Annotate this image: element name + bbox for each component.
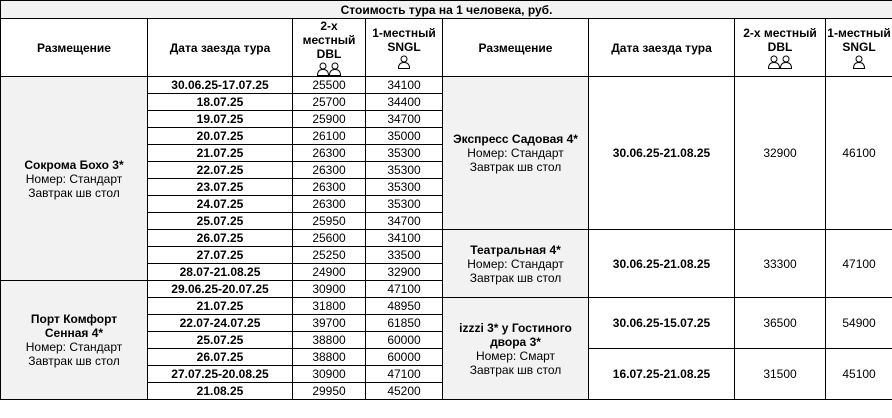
- hotel-meal: Завтрак шв стол: [469, 160, 562, 174]
- hotel-meal: Завтрак шв стол: [28, 354, 120, 368]
- date-cell: 30.06.25-21.08.25: [589, 230, 735, 298]
- sngl-price: 33500: [366, 247, 443, 264]
- sngl-price: 61850: [366, 315, 443, 332]
- hotel-cell-teatralnaya: [443, 230, 589, 298]
- table-row: [1, 77, 892, 94]
- sngl-price: 47100: [366, 281, 443, 298]
- dbl-price: 31800: [293, 298, 366, 315]
- sngl-price: 34400: [366, 94, 443, 111]
- date-cell: 16.07.25-21.08.25: [589, 349, 735, 400]
- sngl-price: 46100: [826, 77, 892, 230]
- dbl-price: 26300: [293, 196, 366, 213]
- sngl-price: 47100: [826, 230, 892, 298]
- dbl-price: 26300: [293, 162, 366, 179]
- sngl-price: 34700: [366, 111, 443, 128]
- date-cell: 22.07-24.07.25: [148, 315, 293, 332]
- header-placement: Размещение: [1, 19, 148, 77]
- sngl-price: 45100: [826, 349, 892, 400]
- sngl-price: 34100: [366, 230, 443, 247]
- dbl-price: 32900: [735, 77, 826, 230]
- dbl-price: 25600: [293, 230, 366, 247]
- header-sngl-line2: SNGL: [842, 40, 876, 54]
- header-sngl-line2: SNGL: [387, 40, 421, 54]
- header-dbl-line2: DBL: [316, 47, 342, 61]
- header-date: Дата заезда тура: [148, 19, 293, 77]
- header-dbl-line1: 2-х местный: [743, 26, 817, 40]
- sngl-price: 35300: [366, 179, 443, 196]
- dbl-price: 25500: [293, 77, 366, 94]
- sngl-price: 34100: [366, 77, 443, 94]
- date-cell: 25.07.25: [148, 213, 293, 230]
- person-icon: [826, 55, 892, 69]
- date-cell: 27.07.25: [148, 247, 293, 264]
- hotel-meal: Завтрак шв стол: [469, 362, 562, 377]
- dbl-price: 29950: [293, 383, 366, 400]
- sngl-price: 47100: [366, 366, 443, 383]
- date-cell: 23.07.25: [148, 179, 293, 196]
- hotel-room: Номер: Стандарт: [25, 171, 123, 186]
- date-cell: 24.07.25: [148, 196, 293, 213]
- hotel-name-line1: Порт Комфорт: [30, 312, 118, 326]
- header-sngl-line1: 1-местный: [827, 26, 891, 40]
- sngl-price: 60000: [366, 332, 443, 349]
- dbl-price: 25700: [293, 94, 366, 111]
- hotel-name: Театральная 4*: [470, 242, 561, 257]
- two-people-icon: [293, 62, 365, 76]
- date-cell: 19.07.25: [148, 111, 293, 128]
- hotel-meal: Завтрак шв стол: [469, 270, 562, 285]
- hotel-room: Номер: Смарт: [475, 348, 556, 363]
- header-dbl: [293, 19, 366, 77]
- hotel-cell-express: [443, 77, 589, 230]
- header-dbl-line1: 2-х местный: [302, 19, 356, 47]
- sngl-price: 54900: [826, 298, 892, 349]
- sngl-price: 60000: [366, 349, 443, 366]
- dbl-price: 30900: [293, 281, 366, 298]
- header-sngl: [366, 19, 443, 77]
- header-dbl-right: [735, 19, 826, 77]
- date-cell: 18.07.25: [148, 94, 293, 111]
- sngl-price: 45200: [366, 383, 443, 400]
- date-cell: 20.07.25: [148, 128, 293, 145]
- dbl-price: 24900: [293, 264, 366, 281]
- hotel-name: Сокрома Бохо 3*: [24, 157, 124, 172]
- sngl-price: 35300: [366, 145, 443, 162]
- date-cell: 21.07.25: [148, 298, 293, 315]
- sngl-price: 34700: [366, 213, 443, 230]
- hotel-name-line2: двора 3*: [490, 334, 541, 349]
- dbl-price: 39700: [293, 315, 366, 332]
- header-sngl-right: [826, 19, 892, 77]
- hotel-cell-port-comfort: [1, 281, 148, 400]
- dbl-price: 36500: [735, 298, 826, 349]
- hotel-cell-izzzi: [443, 298, 589, 400]
- date-cell: 21.08.25: [148, 383, 293, 400]
- sngl-price: 35300: [366, 196, 443, 213]
- hotel-room: Номер: Стандарт: [467, 146, 564, 160]
- date-cell: 27.07.25-20.08.25: [148, 366, 293, 383]
- header-sngl-line1: 1-местный: [372, 26, 436, 40]
- two-people-icon: [735, 55, 825, 69]
- date-cell: 26.07.25: [148, 349, 293, 366]
- hotel-cell-sokroma: [1, 77, 148, 281]
- dbl-price: 26100: [293, 128, 366, 145]
- date-cell: 30.06.25-15.07.25: [589, 298, 735, 349]
- hotel-name: Экспресс Садовая 4*: [453, 132, 578, 146]
- dbl-price: 30900: [293, 366, 366, 383]
- hotel-name-line1: izzzi 3* у Гостиного: [459, 320, 572, 335]
- dbl-price: 25900: [293, 111, 366, 128]
- header-date-right: Дата заезда тура: [589, 19, 735, 77]
- dbl-price: 25950: [293, 213, 366, 230]
- hotel-room: Номер: Стандарт: [467, 256, 564, 271]
- dbl-price: 33300: [735, 230, 826, 298]
- sngl-price: 35300: [366, 162, 443, 179]
- date-cell: 30.06.25-17.07.25: [148, 77, 293, 94]
- date-cell: 29.06.25-20.07.25: [148, 281, 293, 298]
- sngl-price: 48950: [366, 298, 443, 315]
- dbl-price: 26300: [293, 179, 366, 196]
- table-title: Стоимость тура на 1 человека, руб.: [1, 1, 892, 19]
- hotel-name-line2: Сенная 4*: [44, 326, 104, 340]
- date-cell: 26.07.25: [148, 230, 293, 247]
- date-cell: 22.07.25: [148, 162, 293, 179]
- dbl-price: 31500: [735, 349, 826, 400]
- person-icon: [366, 55, 442, 69]
- date-cell: 25.07.25: [148, 332, 293, 349]
- header-dbl-line2: DBL: [767, 40, 793, 54]
- dbl-price: 38800: [293, 332, 366, 349]
- date-cell: 30.06.25-21.08.25: [589, 77, 735, 230]
- sngl-price: 32900: [366, 264, 443, 281]
- dbl-price: 26300: [293, 145, 366, 162]
- hotel-meal: Завтрак шв стол: [28, 185, 120, 200]
- date-cell: 21.07.25: [148, 145, 293, 162]
- date-cell: 28.07-21.08.25: [148, 264, 293, 281]
- hotel-room: Номер: Стандарт: [25, 340, 123, 354]
- dbl-price: 38800: [293, 349, 366, 366]
- dbl-price: 25250: [293, 247, 366, 264]
- header-placement-right: Размещение: [443, 19, 589, 77]
- sngl-price: 35000: [366, 128, 443, 145]
